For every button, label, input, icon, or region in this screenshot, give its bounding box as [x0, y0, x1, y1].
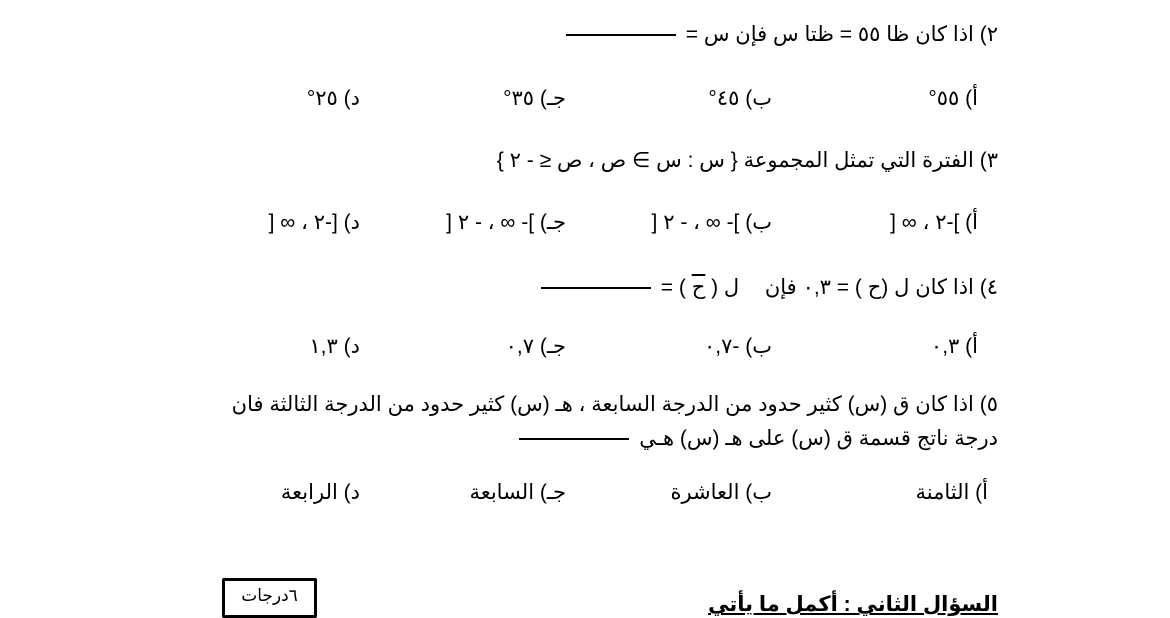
q5-option-a: أ) الثامنة: [915, 481, 988, 504]
section-two-heading: السؤال الثاني : أكمل ما يأتي: [708, 593, 998, 616]
q4-answer-blank: [541, 287, 651, 289]
grade-box: [222, 578, 317, 618]
q5-option-b: ب) العاشرة: [670, 481, 772, 504]
q4-option-a: أ) ٠,٣: [930, 335, 978, 358]
q4-option-b: ب) -٠,٧: [704, 335, 772, 358]
q2-option-b: ب) ٤٥°: [708, 87, 772, 110]
q3-option-a: أ) ]-٢ ، ∞ [: [890, 211, 978, 234]
q5-stem-line1: ٥) اذا كان ق (س) كثير حدود من الدرجة السابعة ، هـ (س) كثير حدود من الدرجة الثالثة فان: [231, 393, 998, 416]
q4-stem-part1: ٤) اذا كان ل (ح ) = ٠,٣ فإن: [764, 276, 998, 299]
q4-option-d: د) ١,٣: [309, 335, 360, 358]
q3-option-c: جـ) ]- ∞ ، - ٢ [: [446, 211, 566, 234]
q2-option-c: جـ) ٣٥°: [503, 87, 566, 110]
q4-stem-part2: ل ( ح ) =: [660, 276, 740, 299]
q5-option-c: جـ) السابعة: [469, 481, 566, 504]
q5-stem-line2: [515, 426, 998, 452]
q2-stem-text: ٢) اذا كان ظا ٥٥ = ظتا س فإن س =: [685, 23, 998, 46]
q3-option-b: ب) ]- ∞ ، - ٢ [: [651, 211, 772, 234]
grade-label: ٦درجات: [241, 586, 298, 605]
q2-answer-blank: [566, 34, 676, 36]
q5-stem-line2-text: درجة ناتج قسمة ق (س) على هـ (س) هـي: [639, 427, 998, 450]
q4-stem: [537, 275, 998, 301]
q2-option-a: أ) ٥٥°: [928, 87, 978, 110]
q3-stem: ٣) الفترة التي تمثل المجموعة { س : س ∋ ص ، ص ≤ - ٢ }: [496, 149, 998, 172]
complement-symbol: ح: [691, 276, 706, 299]
q3-option-d: د) [-٢ ، ∞ [: [268, 211, 360, 234]
q2-option-d: د) ٢٥°: [306, 87, 360, 110]
q5-answer-blank: [519, 438, 629, 440]
q4-option-c: جـ) ٠,٧: [505, 335, 566, 358]
q5-option-d: د) الرابعة: [280, 481, 360, 504]
q2-stem: [562, 22, 998, 48]
